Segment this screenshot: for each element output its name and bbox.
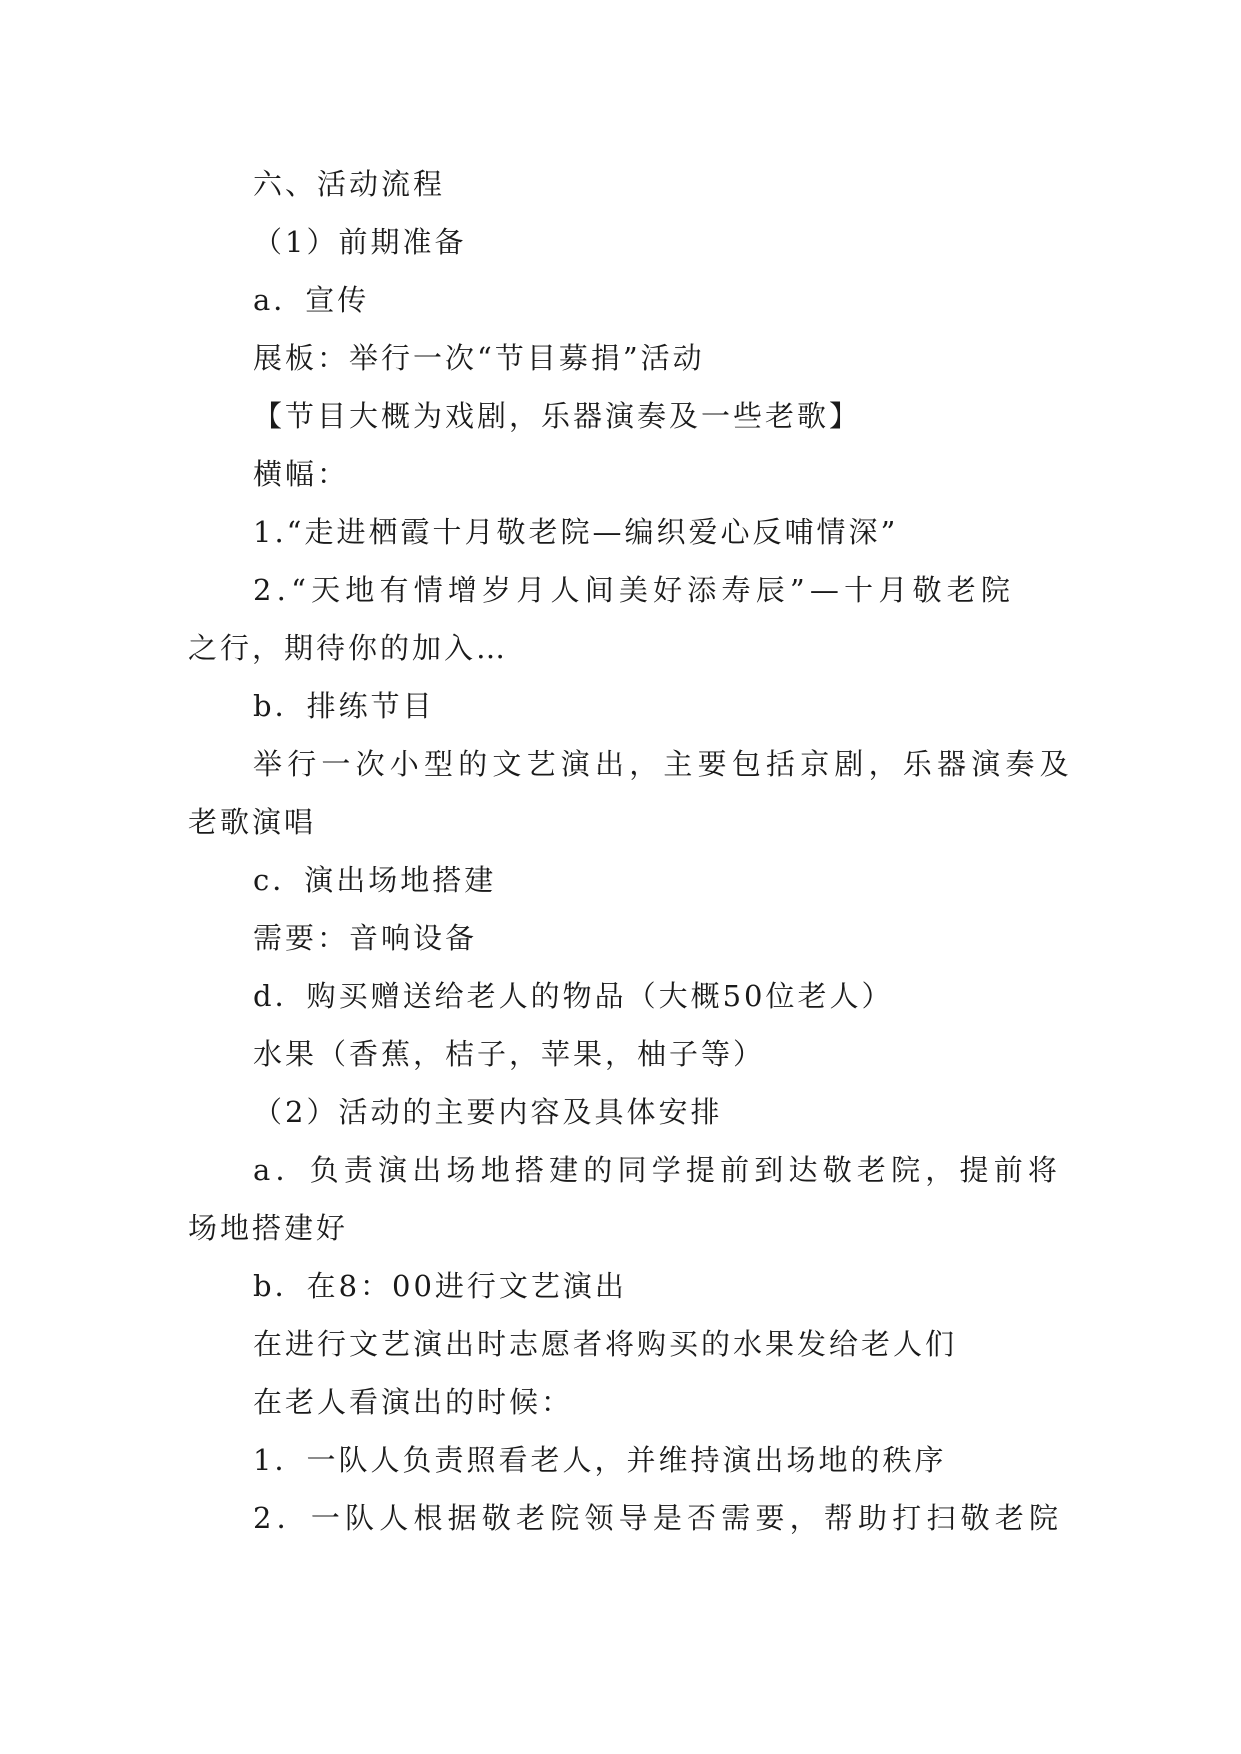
paragraph-line: 在老人看演出的时候：	[253, 1385, 574, 1419]
paragraph-line: 水果（香蕉，桔子，苹果，柚子等）	[253, 1037, 766, 1071]
paragraph-line: 在进行文艺演出时志愿者将购买的水果发给老人们	[253, 1327, 958, 1361]
paragraph-line: 1．一队人负责照看老人，并维持演出场地的秩序	[253, 1443, 947, 1477]
paragraph-line: b．在8：00进行文艺演出	[253, 1269, 627, 1303]
paragraph-line: d．购买赠送给老人的物品（大概50位老人）	[253, 979, 894, 1013]
subsection-heading: （2）活动的主要内容及具体安排	[253, 1095, 723, 1129]
paragraph-line: a．宣传	[253, 283, 370, 317]
paragraph-line: 2．一队人根据敬老院领导是否需要，帮助打扫敬老院	[253, 1501, 1064, 1535]
paragraph-line: b．排练节目	[253, 689, 435, 723]
paragraph-line: c．演出场地搭建	[253, 863, 497, 897]
section-heading: 六、活动流程	[253, 167, 446, 201]
paragraph-line: 老歌演唱	[188, 805, 317, 839]
paragraph-line: 横幅：	[253, 457, 350, 491]
paragraph-line: 举行一次小型的文艺演出，主要包括京剧，乐器演奏及	[253, 747, 1074, 781]
paragraph-line: 展板：举行一次“节目募捐”活动	[253, 341, 705, 375]
subsection-heading: （1）前期准备	[253, 225, 467, 259]
paragraph-line: 需要：音响设备	[253, 921, 478, 955]
paragraph-line: a．负责演出场地搭建的同学提前到达敬老院，提前将	[253, 1153, 1063, 1187]
paragraph-line: 【节目大概为戏剧，乐器演奏及一些老歌】	[253, 399, 862, 433]
paragraph-line: 1.“走进栖霞十月敬老院—编织爱心反哺情深”	[253, 515, 899, 549]
paragraph-line: 2.“天地有情增岁月人间美好添寿辰”—十月敬老院	[253, 573, 1016, 607]
paragraph-line: 之行，期待你的加入…	[188, 631, 509, 665]
paragraph-line: 场地搭建好	[188, 1211, 349, 1245]
